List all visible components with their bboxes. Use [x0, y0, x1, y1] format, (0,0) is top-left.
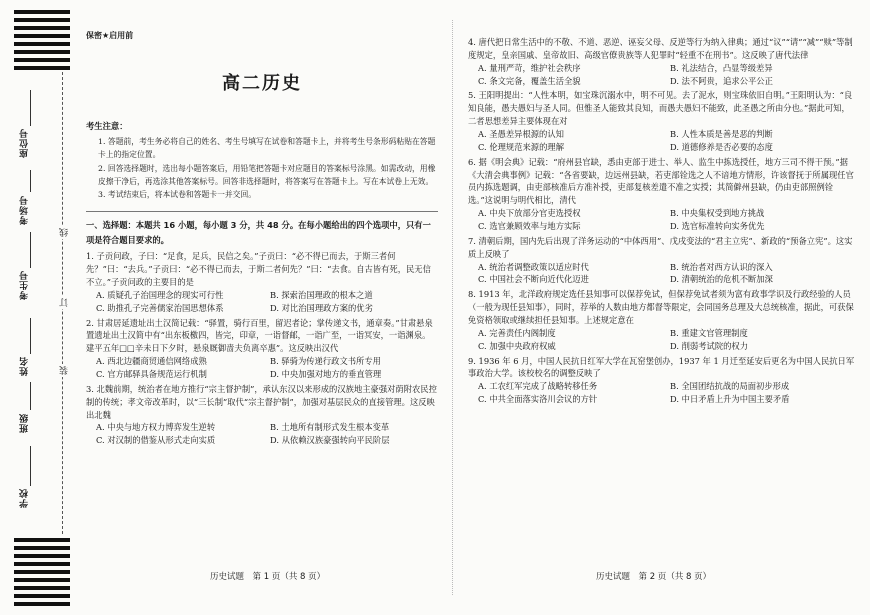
- option-d: D. 削弱考试院的权力: [670, 340, 749, 351]
- option-d: D. 道德修养是否必要的态度: [670, 141, 773, 152]
- field-seat-number-line: [30, 90, 31, 126]
- option-b: B. 探索治国理政的根本之道: [270, 289, 373, 300]
- option-list: [478, 261, 856, 287]
- question-1: [86, 250, 438, 314]
- notice-item: 2. 回答选择题时，选出每小题答案后，用铅笔把答题卡对应题目的答案标号涂黑。如需改动，用橡皮擦干净后，再选涂其他答案标号。回答非选择题时，将答案写在答题卡上。写在本试卷上无效。: [98, 163, 436, 186]
- page-footer: 历史试题 第 1 页（共 8 页）: [210, 572, 326, 582]
- option-c: C. 中共全面落实洛川会议的方针: [478, 394, 598, 405]
- option-b: B. 人性本质是善是恶的判断: [670, 129, 773, 140]
- option-c: C. 伦理规范来源的理解: [478, 141, 564, 152]
- question-stem: 7. 清朝后期，国内先后出现了洋务运动的“中体西用”、戊戌变法的“君主立宪”、新政的“预备立宪”。这实质上反映了: [468, 235, 853, 259]
- option-a: A. 质疑孔子治国理念的现实可行性: [96, 289, 224, 300]
- field-name-label: 姓名: [20, 356, 30, 376]
- question-stem: 2. 甘肃居延遗址出土汉简记载：“驿置，骑行百里，留迟者论；掌传递文书，通章奏。”甘肃悬泉置遗址出土汉简中有“出东板檄四，皆完，印章，一诣督邮，一诣广至，一诣冥安，一诣渊泉。建平五年□□辛未日下夕时，悬泉厩御啬夫负离卒惠”。这反映出汉代: [86, 317, 433, 354]
- option-b: B. 驿骑为传递行政文书所专用: [270, 356, 381, 367]
- question-7: [468, 235, 856, 286]
- option-c: C. 中国社会不断向近代化迈进: [478, 274, 589, 285]
- option-c: C. 官方邮驿具备规范运行机制: [96, 368, 207, 379]
- option-b: B. 中央集权受到地方挑战: [670, 208, 765, 219]
- option-list: [96, 289, 438, 315]
- field-name-line: [30, 318, 31, 354]
- binding-mark-line: 线: [60, 228, 70, 237]
- notice-item: 3. 考试结束后，将本试卷和答题卡一并交回。: [98, 190, 257, 200]
- binding-mark-staple: 订: [60, 298, 70, 307]
- option-a: A. 工农红军完成了战略转移任务: [478, 381, 598, 392]
- question-stem: 8. 1913 年，北洋政府规定选任县知事可以保荐免试，但保荐免试者须为富有政事学识及行政经验的人员（一般为现任县知事），同时，荐举的人数由地方都督等限定，会同国务总理及大总统核准，据此，可获保免资格领取或继续担任县知事。上述规定意在: [468, 289, 854, 326]
- option-a: A. 统治者调整政策以适应时代: [478, 261, 589, 272]
- field-candidate-number-label: 考生号: [20, 270, 30, 300]
- question-3: [86, 383, 438, 447]
- page-footer: 历史试题 第 2 页（共 8 页）: [596, 572, 712, 582]
- page-divider: [452, 20, 453, 595]
- option-b: B. 重建文官管理制度: [670, 327, 748, 338]
- field-exam-room-line: [30, 170, 31, 192]
- option-list: [478, 380, 856, 406]
- question-8: [468, 288, 856, 352]
- option-d: D. 清朝统治的危机不断加深: [670, 274, 773, 285]
- question-9: [468, 355, 856, 406]
- option-d: D. 对比治国理政方案的优劣: [270, 302, 373, 313]
- binding-stripes-bottom: [14, 538, 70, 608]
- question-stem: 6. 据《明会典》记载：“府州县官缺，悉由吏部于进士、举人、监生中拣选授任，地方三司不得干预。”据《大清会典事例》记载：“各省要缺，边远州县缺，若吏部铨选之人不谙地方情形，许该督抚于所属现任官员内拣选题调，由吏部核准后方准补授，吏部复核差遣不准之实授；其简僻州县缺，仍由吏部照例铨选。”这说明与明代相比，清代: [468, 156, 854, 206]
- option-a: A. 西北边疆商贸通信网络成熟: [96, 356, 207, 367]
- option-list: [478, 327, 856, 353]
- option-list: [478, 207, 856, 233]
- exam-page-1: [86, 30, 438, 447]
- option-d: D. 中日矛盾上升为中国主要矛盾: [670, 394, 790, 405]
- question-6: [468, 156, 856, 233]
- option-a: A. 中央与地方权力博弈发生逆转: [96, 422, 216, 433]
- field-school-label: 学校: [20, 488, 30, 508]
- option-b: B. 统治者对西方认识的深入: [670, 261, 773, 272]
- option-a: A. 圣愚差异根源的认知: [478, 129, 564, 140]
- field-class-line: [30, 382, 31, 410]
- option-list: [478, 62, 856, 88]
- option-d: D. 选官标准转向实务优先: [670, 221, 765, 232]
- section-heading: 一、选择题：本题共 16 小题，每小题 3 分，共 48 分。在每小题给出的四个选项中，只有一项是符合题目要求的。: [86, 211, 438, 248]
- field-seat-number-label: 座位号: [20, 128, 30, 158]
- notice-heading: 考生注意：: [86, 121, 128, 132]
- option-list: [96, 421, 438, 447]
- option-d: D. 中央加强对地方的垂直管理: [270, 368, 382, 379]
- option-a: A. 完善责任内阁制度: [478, 327, 556, 338]
- binding-margin: [0, 0, 76, 615]
- exam-title: 高二历史: [222, 73, 302, 95]
- binding-stripes-top: [14, 10, 70, 70]
- option-b: B. 土地所有制形式发生根本变革: [270, 422, 390, 433]
- question-stem: 4. 唐代把日常生活中的不敬、不道、恶逆、诬妄父母、反逆等行为纳入律典；通过“议”“请”“减”“赎”等制度规定，皇亲国戚、皇帝故旧、高级官僚贵族等人犯罪时“轻重不在刑书”。这反映了唐代法律: [468, 37, 853, 60]
- option-c: C. 助推孔子完善儒家治国思想体系: [96, 302, 224, 313]
- field-exam-room-label: 考场号: [20, 195, 30, 225]
- option-c: C. 条文完备，覆盖生活全貌: [478, 75, 581, 86]
- option-c: C. 加强中央政府权威: [478, 340, 556, 351]
- field-school-line: [30, 446, 31, 486]
- question-4: [468, 36, 856, 87]
- question-2: [86, 317, 438, 381]
- option-b: B. 全国团结抗战的局面初步形成: [670, 381, 790, 392]
- exam-page-2: [468, 34, 856, 406]
- field-class-label: 班级: [20, 413, 30, 433]
- option-d: D. 法不阿贵，追求公平公正: [670, 75, 773, 86]
- option-b: B. 礼法结合，凸显等级差异: [670, 62, 773, 73]
- question-stem: 3. 北魏前期，统治者在地方推行“宗主督护制”，承认东汉以来形成的汉族地主豪强对荫附农民控制的传统；孝文帝改革时，以“三长制”取代“宗主督护制”，加强对基层民众的直接管理。这反映出北魏: [86, 383, 437, 420]
- question-stem: 9. 1936 年 6 月，中国人民抗日红军大学在瓦窑堡创办，1937 年 1 月迁至延安后更名为中国人民抗日军事政治大学。该校校名的调整反映了: [468, 355, 855, 379]
- option-list: [96, 355, 438, 381]
- option-list: [478, 128, 856, 154]
- question-stem: 5. 王阳明提出：“人性本明，如宝珠沉溺水中，明不可见。去了泥水，则宝珠依旧自明。”王阳明认为：“良知良能，愚夫愚妇与圣人同。但惟圣人能致其良知，而愚夫愚妇不能致，此圣愚之所由分也。”据此可知，二者思想差异主要体现在对: [468, 90, 853, 127]
- binding-mark-bind: 装: [60, 366, 70, 375]
- field-candidate-number-line: [30, 232, 31, 268]
- confidential-label: 保密★启用前: [86, 31, 134, 40]
- question-stem: 1. 子贡问政，子曰：“足食，足兵，民信之矣。”子贡曰：“必不得已而去，于斯三者何先？”曰：“去兵。”子贡曰：“必不得已而去，于斯二者何先？”曰：“去食。自古皆有死，民无信不立。”子贡问政的主要目的是: [86, 251, 431, 287]
- notice-item: 1. 答题前，考生务必将自己的姓名、考生号填写在试卷和答题卡上，并将考生号条形码粘贴在答题卡上的指定位置。: [98, 137, 436, 160]
- option-a: A. 量刑严苛，维护社会秩序: [478, 62, 581, 73]
- option-d: D. 从依赖汉族豪强转向平民阶层: [270, 435, 390, 446]
- option-a: A. 中央下放部分官吏选授权: [478, 208, 581, 219]
- option-c: C. 对汉制的借鉴从形式走向实质: [96, 435, 216, 446]
- option-c: C. 选官兼顾效率与地方实际: [478, 221, 581, 232]
- question-5: [468, 89, 856, 153]
